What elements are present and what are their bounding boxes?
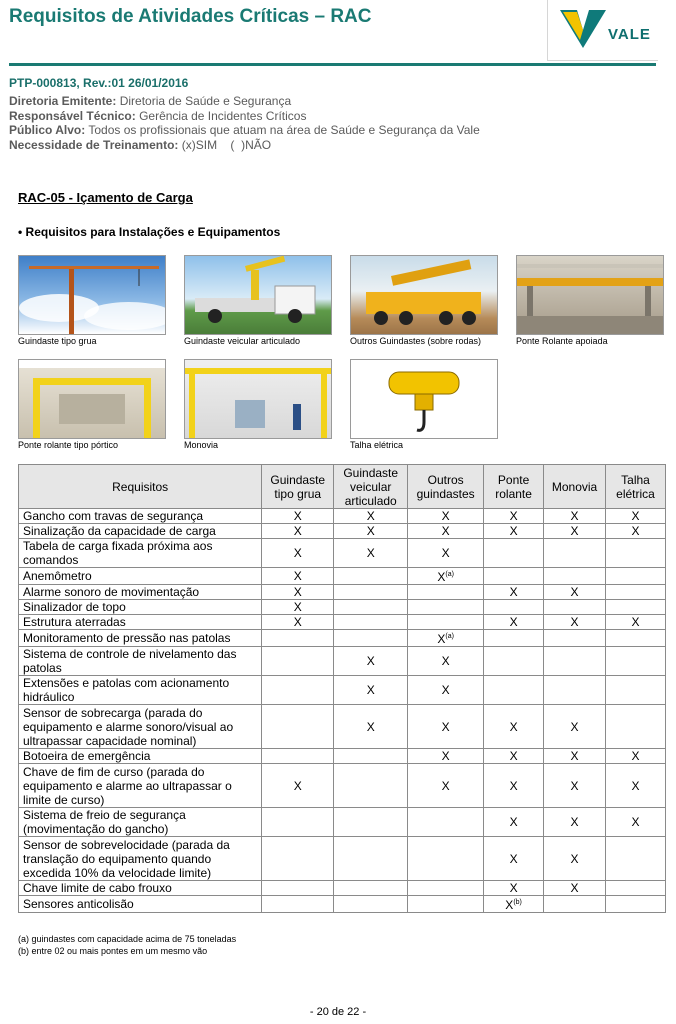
mobile-crane-image <box>350 255 498 335</box>
requirement-label: Estrutura aterradas <box>19 615 262 630</box>
header-rule <box>9 63 656 66</box>
meta-technical: Responsável Técnico: Gerência de Incidentes Críticos <box>9 109 307 123</box>
table-cell <box>544 600 606 615</box>
table-cell <box>484 647 544 676</box>
table-cell <box>334 568 408 585</box>
table-cell: X <box>262 764 334 808</box>
table-cell <box>262 749 334 764</box>
column-header: Guindaste tipo grua <box>262 465 334 509</box>
table-cell <box>544 676 606 705</box>
caption-overhead-crane: Ponte Rolante apoiada <box>516 336 608 346</box>
table-cell <box>606 881 666 896</box>
table-header-row <box>19 465 666 509</box>
table-cell: X <box>408 647 484 676</box>
monorail-image <box>184 359 332 439</box>
table-cell <box>606 568 666 585</box>
table-cell: X <box>484 808 544 837</box>
requirement-label: Sensor de sobrevelocidade (parada da translação do equipamento quando excedida 10% da velocidade limite) <box>19 837 262 881</box>
table-row <box>19 881 666 896</box>
tower-crane-image <box>18 255 166 335</box>
table-cell: X <box>606 749 666 764</box>
table-cell: X <box>544 705 606 749</box>
table-row <box>19 509 666 524</box>
table-row <box>19 837 666 881</box>
table-cell <box>262 630 334 647</box>
table-cell <box>484 676 544 705</box>
table-cell: X <box>334 524 408 539</box>
table-cell <box>334 600 408 615</box>
truck-crane-image <box>184 255 332 335</box>
caption-gantry-crane: Ponte rolante tipo pórtico <box>18 440 119 450</box>
table-cell <box>408 615 484 630</box>
caption-tower-crane: Guindaste tipo grua <box>18 336 97 346</box>
table-cell <box>484 630 544 647</box>
table-cell <box>606 896 666 913</box>
table-cell: X <box>484 615 544 630</box>
table-cell <box>408 881 484 896</box>
table-cell <box>484 600 544 615</box>
table-row <box>19 749 666 764</box>
table-cell: X <box>334 539 408 568</box>
requirement-label: Chave limite de cabo frouxo <box>19 881 262 896</box>
requirement-label: Botoeira de emergência <box>19 749 262 764</box>
table-cell <box>262 896 334 913</box>
table-cell: X <box>408 764 484 808</box>
table-cell: X <box>544 837 606 881</box>
caption-truck-crane: Guindaste veicular articulado <box>184 336 301 346</box>
table-cell <box>484 568 544 585</box>
column-header: Monovia <box>544 465 606 509</box>
overhead-crane-image <box>516 255 664 335</box>
table-cell <box>606 630 666 647</box>
table-cell: X <box>606 524 666 539</box>
table-cell: $X^{(a)}$ <box>408 630 484 647</box>
table-cell: X <box>408 509 484 524</box>
requirement-label: Sensores anticolisão <box>19 896 262 913</box>
table-cell: X <box>606 764 666 808</box>
table-cell: X <box>544 749 606 764</box>
table-cell <box>606 585 666 600</box>
table-row <box>19 585 666 600</box>
table-cell <box>544 568 606 585</box>
footnote-b: (b) entre 02 ou mais pontes em um mesmo vão <box>18 946 208 956</box>
table-cell <box>262 881 334 896</box>
table-cell: X <box>606 509 666 524</box>
table-row <box>19 764 666 808</box>
caption-monorail: Monovia <box>184 440 219 450</box>
table-cell: X <box>484 705 544 749</box>
table-cell: X <box>334 676 408 705</box>
table-cell <box>544 647 606 676</box>
table-cell: X <box>544 585 606 600</box>
table-cell <box>334 585 408 600</box>
table-cell: X <box>606 615 666 630</box>
table-cell: X <box>484 764 544 808</box>
electric-hoist-image <box>350 359 498 439</box>
table-cell: $X^{(b)}$ <box>484 896 544 913</box>
logo-text: VALE <box>608 26 651 43</box>
requirement-label: Sistema de freio de segurança (movimentação do gancho) <box>19 808 262 837</box>
table-cell: X <box>262 585 334 600</box>
table-row <box>19 896 666 913</box>
table-cell: X <box>484 524 544 539</box>
table-cell <box>262 837 334 881</box>
table-cell <box>334 808 408 837</box>
table-row <box>19 615 666 630</box>
table-cell: X <box>544 615 606 630</box>
table-cell: $X^{(a)}$ <box>408 568 484 585</box>
vale-logo <box>547 0 658 61</box>
table-cell <box>408 600 484 615</box>
table-cell: X <box>408 676 484 705</box>
table-cell: X <box>262 615 334 630</box>
requirement-label: Sistema de controle de nivelamento das patolas <box>19 647 262 676</box>
table-cell: X <box>484 585 544 600</box>
table-cell <box>262 808 334 837</box>
table-cell <box>484 539 544 568</box>
meta-audience: Público Alvo: Todos os profissionais que atuam na área de Saúde e Segurança da Vale <box>9 123 480 137</box>
table-cell <box>262 647 334 676</box>
table-row <box>19 600 666 615</box>
table-cell: X <box>334 509 408 524</box>
table-cell <box>606 600 666 615</box>
table-row <box>19 808 666 837</box>
table-cell <box>408 837 484 881</box>
requirement-label: Tabela de carga fixada próxima aos comandos <box>19 539 262 568</box>
table-cell: X <box>408 705 484 749</box>
table-cell <box>544 539 606 568</box>
table-cell <box>262 676 334 705</box>
requirement-label: Anemômetro <box>19 568 262 585</box>
table-row <box>19 524 666 539</box>
table-row <box>19 647 666 676</box>
vale-logo-icon <box>560 10 606 48</box>
table-cell: X <box>262 524 334 539</box>
table-cell: X <box>484 749 544 764</box>
table-cell <box>408 585 484 600</box>
table-cell <box>408 808 484 837</box>
column-header: Talha elétrica <box>606 465 666 509</box>
table-cell: X <box>262 568 334 585</box>
table-row <box>19 539 666 568</box>
table-cell <box>334 837 408 881</box>
requirement-label: Gancho com travas de segurança <box>19 509 262 524</box>
table-cell <box>334 615 408 630</box>
caption-mobile-crane: Outros Guindastes (sobre rodas) <box>350 336 482 346</box>
requirement-label: Monitoramento de pressão nas patolas <box>19 630 262 647</box>
column-header: Guindaste veicular articulado <box>334 465 408 509</box>
table-cell <box>334 896 408 913</box>
table-cell: X <box>334 705 408 749</box>
table-row <box>19 676 666 705</box>
table-cell: X <box>484 881 544 896</box>
requirement-label: Sinalizador de topo <box>19 600 262 615</box>
table-cell <box>262 705 334 749</box>
table-cell: X <box>544 509 606 524</box>
table-cell: X <box>544 881 606 896</box>
table-row <box>19 705 666 749</box>
document-id: PTP-000813, Rev.:01 26/01/2016 <box>9 76 189 90</box>
requirement-label: Alarme sonoro de movimentação <box>19 585 262 600</box>
requirement-label: Extensões e patolas com acionamento hidráulico <box>19 676 262 705</box>
table-cell: X <box>484 509 544 524</box>
meta-issuer: Diretoria Emitente: Diretoria de Saúde e Segurança <box>9 94 292 108</box>
table-cell: X <box>262 509 334 524</box>
table-cell <box>606 705 666 749</box>
table-cell: X <box>408 524 484 539</box>
table-cell <box>334 764 408 808</box>
table-cell <box>606 676 666 705</box>
table-cell <box>606 539 666 568</box>
gantry-crane-image <box>18 359 166 439</box>
table-cell <box>334 749 408 764</box>
footnote-a: (a) guindastes com capacidade acima de 75 toneladas <box>18 934 237 944</box>
table-row <box>19 630 666 647</box>
column-header: Outros guindastes <box>408 465 484 509</box>
table-cell: X <box>334 647 408 676</box>
table-cell: X <box>408 749 484 764</box>
table-cell <box>334 881 408 896</box>
document-title: Requisitos de Atividades Críticas – RAC <box>9 6 372 27</box>
caption-electric-hoist: Talha elétrica <box>350 440 404 450</box>
meta-training: Necessidade de Treinamento: (x)SIM ( )NÃO <box>9 138 272 152</box>
table-cell <box>544 896 606 913</box>
page-number: - 20 de 22 - <box>309 1006 367 1018</box>
requirement-label: Sensor de sobrecarga (parada do equipamento e alarme sonoro/visual ao ultrapassar capacidade nominal) <box>19 705 262 749</box>
table-cell <box>606 837 666 881</box>
table-cell: X <box>408 539 484 568</box>
requirement-label: Chave de fim de curso (parada do equipamento e alarme ao ultrapassar o limite de curso) <box>19 764 262 808</box>
table-cell: X <box>262 600 334 615</box>
table-body <box>19 509 666 913</box>
requirement-label: Sinalização da capacidade de carga <box>19 524 262 539</box>
table-cell: X <box>262 539 334 568</box>
table-cell <box>606 647 666 676</box>
table-cell: X <box>544 524 606 539</box>
requirements-table <box>18 464 666 913</box>
table-cell: X <box>544 764 606 808</box>
table-cell: X <box>606 808 666 837</box>
table-row <box>19 568 666 585</box>
table-cell <box>544 630 606 647</box>
table-cell: X <box>484 837 544 881</box>
section-title: RAC-05 - Içamento de Carga <box>18 190 193 205</box>
column-header: Requisitos <box>19 465 262 509</box>
table-cell: X <box>544 808 606 837</box>
column-header: Ponte rolante <box>484 465 544 509</box>
table-cell <box>408 896 484 913</box>
bullet-heading: • Requisitos para Instalações e Equipamentos <box>18 225 281 239</box>
table-cell <box>334 630 408 647</box>
